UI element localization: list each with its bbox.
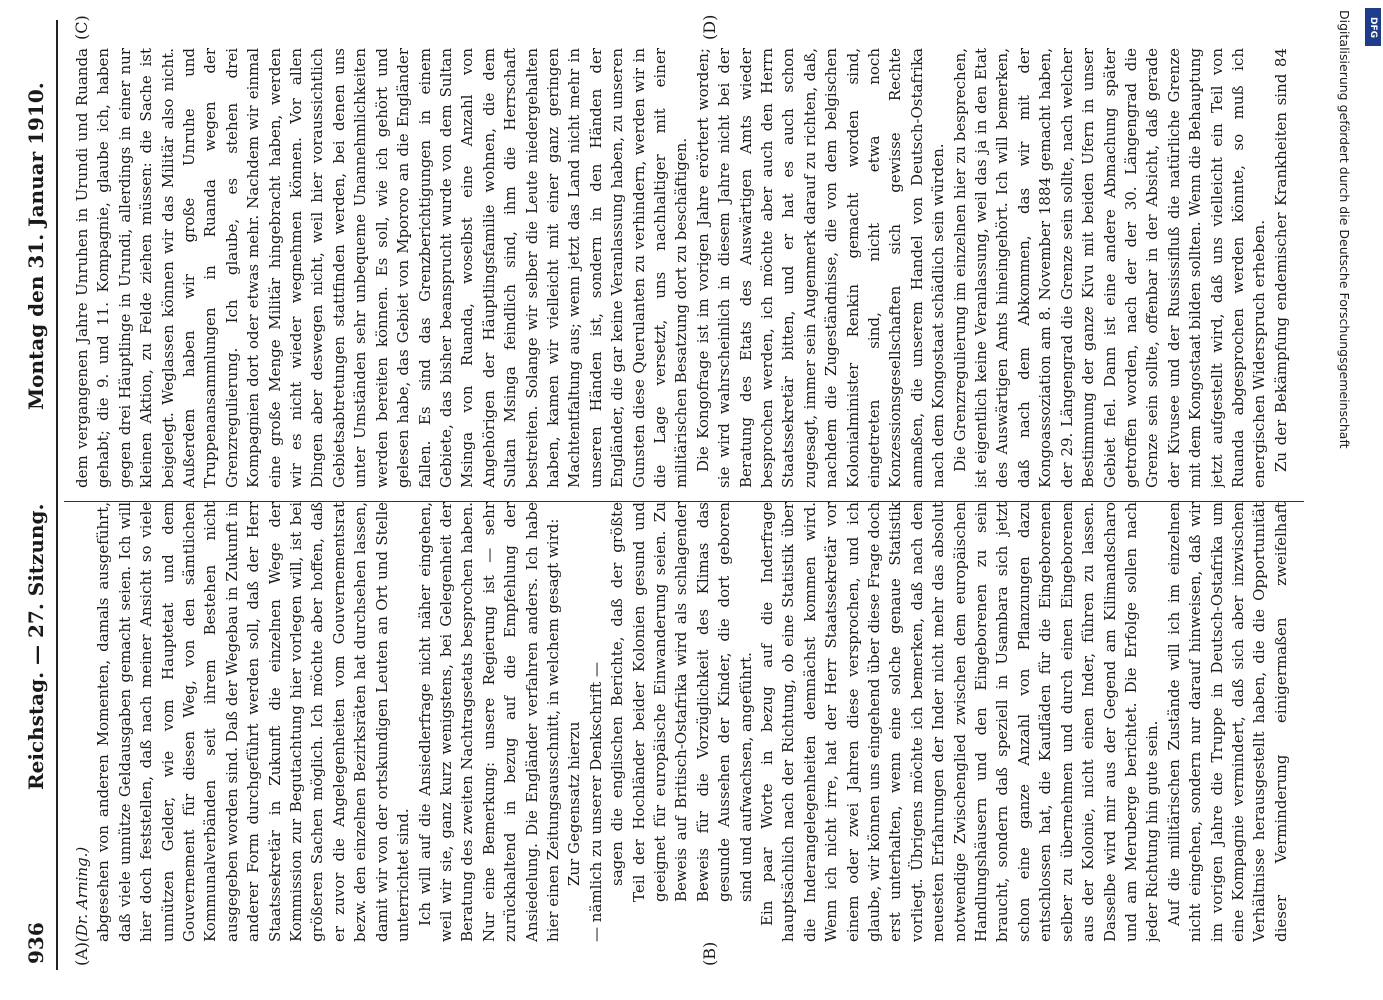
digitization-credit: Digitalisierung gefördert durch die Deutsche Forschungsgemeinschaft [1337, 10, 1352, 449]
quote-aside: — nämlich zu unserer Denkschrift — [586, 662, 605, 942]
speaker-name: (Dr. Arning.) [73, 846, 91, 942]
margin-mark-b: (B) [700, 941, 719, 966]
dfg-logo [1365, 8, 1381, 46]
newspaper-page [20, 14, 1350, 970]
quote-text: sagen die englischen Berichte, daß der größte Teil der Hochländer beider Kolonien gesund und geeignet für europäische Einwanderung seien. Zu Beweis auf Britisch-Ostafrika wird als schlagender Beweis für die Vorzüglichkeit des Klimas das gesunde Aussehen der Kinder, die dort geboren sind und aufwachsen, angeführt. [608, 502, 755, 902]
paragraph: Ein paar Worte in bezug auf die Inderfrage hauptsächlich nach der Richtung, ob eine Statistik über die Inderangelegenheiten demnächst kommen wird. Wenn ich nicht irre, hat der Herr Staatssekretär vor einem oder zwei Jahren diese versprochen, und ich glaube, wir können uns eingehend über diese Frage doch erst unterhalten, wenn eine solche genaue Statistik vorliegt. Übrigens möchte ich bemerken, daß nach den neuesten Erfahrungen der Inder nicht mehr das absolut notwendige Zwischenglied zwischen dem europäischen Handlungshäusern und den Eingeborenen zu sein braucht, sondern daß speziell in Usambara sich jetzt schon eine ganze Anzahl von Pflanzungen dazu entschlossen hat, die Kaufläden für die Eingeborenen selber zu übernehmen und durch einen Eingeborenen aus der Kolonie, nicht einen Inder, führen zu lassen. Dasselbe wird mir aus der Gegend am Kilimandscharo und am Meruberge berichtet. Die Erfolge sollen nach jeder Richtung hin gute sein. [758, 502, 1162, 942]
paragraph: Die Grenzregulierung im einzelnen hier zu besprechen, ist eigentlich keine Veranlassung, weil das ja in den Etat des Auswärtigen Amts hineingehört. Ich will bemerken, daß nach dem Abkommen, das wir mit der Kongoassoziation am 8. November 1884 gemacht haben, der 29. Längengrad die Grenze sein sollte, nach welcher Bestimmung der ganze Kivu mit beiden Ufern in unser Gebiet fiel. Dann ist eine andere Abmachung später getroffen worden, nach der der 30. Längengrad die Grenze sein sollte, offenbar in der Absicht, daß gerade der Kivusee und der Russissifluß die natürliche Grenze mit dem Kongostaat bilden sollten. Wenn die Behauptung jetzt aufgestellt wird, daß uns vielleicht ein Teil von Ruanda abgesprochen werden könnte, so muß ich energischen Widerspruch erheben. [950, 48, 1269, 488]
right-column [72, 48, 1292, 488]
session-date: Montag den 31. Januar 1910. [24, 82, 48, 410]
quote-intro: Zur Gegensatz hierzu [565, 721, 584, 886]
margin-mark-d: (D) [700, 14, 719, 40]
page-number: 936 [24, 922, 48, 964]
paragraph: Ich will auf die Ansiedlerfrage nicht näher eingehen, weil wir sie, ganz kurz wenigstens, bei Gelegenheit der Beratung des zweiten Nachtragsetats besprochen haben. Nur eine Bemerkung: unsere Regierung ist — sehr zurückhaltend in bezug auf die Empfehlung der Ansiedelung. Die Engländer verfahren anders. Ich habe hier einen Zeitungsausschnitt, in welchem gesagt wird: [415, 502, 562, 942]
paragraph: Die Kongofrage ist im vorigen Jahre erörtert worden; sie wird wahrscheinlich in diesem Jahre nicht bei der Beratung des Etats des Auswärtigen Amts wieder besprochen werden, ich möchte aber auch den Herrn Staatssekretär bitten, und er hat es auch schon zugesagt, immer sein Augenmerk darauf zu richten, daß, nachdem die Zugeständnisse, die von dem belgischen Kolonialminister Renkin gemacht worden sind, eingetreten sind, nicht etwa noch Konzessionsgesellschaften sich gewisse Rechte anmaßen, die unserem Handel von Deutsch-Ostafrika nach dem Kongostaat schädlich sein würden. [693, 48, 948, 488]
margin-mark-a: (A) [72, 941, 91, 966]
paragraph: abgesehen von anderen Momenten, damals ausgeführt, daß viele unnütze Geldausgaben gemacht seien. Ich will hier doch feststellen, daß nach meiner Ansicht so viele unnützen Gelder, wie vom Hauptetat und dem Gouvernement für diesen Weg, von den sämtlichen Kommunalverbänden seit ihrem Bestehen nicht ausgegeben worden sind. Daß der Wegebau in Zukunft in anderer Form durchgeführt werden soll, daß der Herr Staatssekretär in Zukunft die einzelnen Wege der Kommission zur Begutachtung hier vorlegen will, ist bei größeren Sachen möglich. Ich möchte aber hoffen, daß er zuvor die Angelegenheiten vom Gouvernementsrat bezw. den einzelnen Bezirksräten hat durchsehen lassen, damit wir von der ortskundigen Leuten an Ort und Stelle unterrichtet sind. [94, 502, 413, 942]
running-header [20, 20, 60, 970]
paragraph: dem vergangenen Jahre Unruhen in Urundi und Ruanda gehabt; die 9. und 11. Kompagnie, glaube ich, haben gegen drei Häuptlinge in Urundi, allerdings in einer nur kleinen Aktion, zu Felde ziehen müssen: die Sache ist beigelegt. Weglassen können wir das Militär also nicht. Außerdem haben wir große Unruhe und Truppenansammlungen in Ruanda wegen der Grenzregulierung. Ich glaube, es stehen drei Kompagnien dort oder etwas mehr. Nachdem wir einmal eine große Menge Militär hingebracht haben, werden wir es nicht wieder wegnehmen können. Vor allen Dingen aber deswegen nicht, weil hier voraussichtlich Gebietsabtretungen stattfinden werden, bei denen uns unter Umständen sehr unbequeme Unannehmlichkeiten werden bereiten können. Es soll, wie ich gehört und gelesen habe, das Gebiet von Mpororo an die Engländer fallen. Es sind das Grenzberichtigungen in einem Gebiete, das bisher beansprucht wurde von dem Sultan Msinga von Ruanda, woselbst eine Anzahl von Angehörigen der Häuptlingsfamilie wohnen, die dem Sultan Msinga feindlich sind, ihm die Herrschaft bestreiten. Solange wir selber die Leute niedergehalten haben, kamen wir vielleicht mit einer ganz geringen Machtentfaltung aus; wenn jetzt das Land nicht mehr in unseren Händen ist, sondern in den Händen der Engländer, die gar keine Veranlassung haben, zu unseren Gunsten diese Querulanten zu verhindern, werden wir in die Lage versetzt, uns nachhaltiger mit einer militärischen Besatzung dort zu beschäftigen. [73, 48, 691, 488]
margin-mark-c: (C) [72, 15, 91, 40]
session-title: Reichstag. — 27. Sitzung. [24, 503, 48, 790]
dfg-logo-text: DFG [1368, 17, 1378, 39]
left-column [72, 502, 1292, 942]
paragraph: Zu der Bekämpfung endemischer Krankheiten sind 84 [1271, 48, 1290, 472]
header-rule [56, 20, 58, 970]
paragraph: Auf die militärischen Zustände will ich im einzelnen nicht eingehen, sondern nur darauf hinweisen, daß wir im vorigen Jahre die Truppe in Deutsch-Ostafrika um eine Kompagnie vermindert, daß sich aber inzwischen Verhältnisse herausgestellt haben, die die Opportunität dieser Verminderung einigermaßen zweifelhaft [1164, 502, 1290, 942]
